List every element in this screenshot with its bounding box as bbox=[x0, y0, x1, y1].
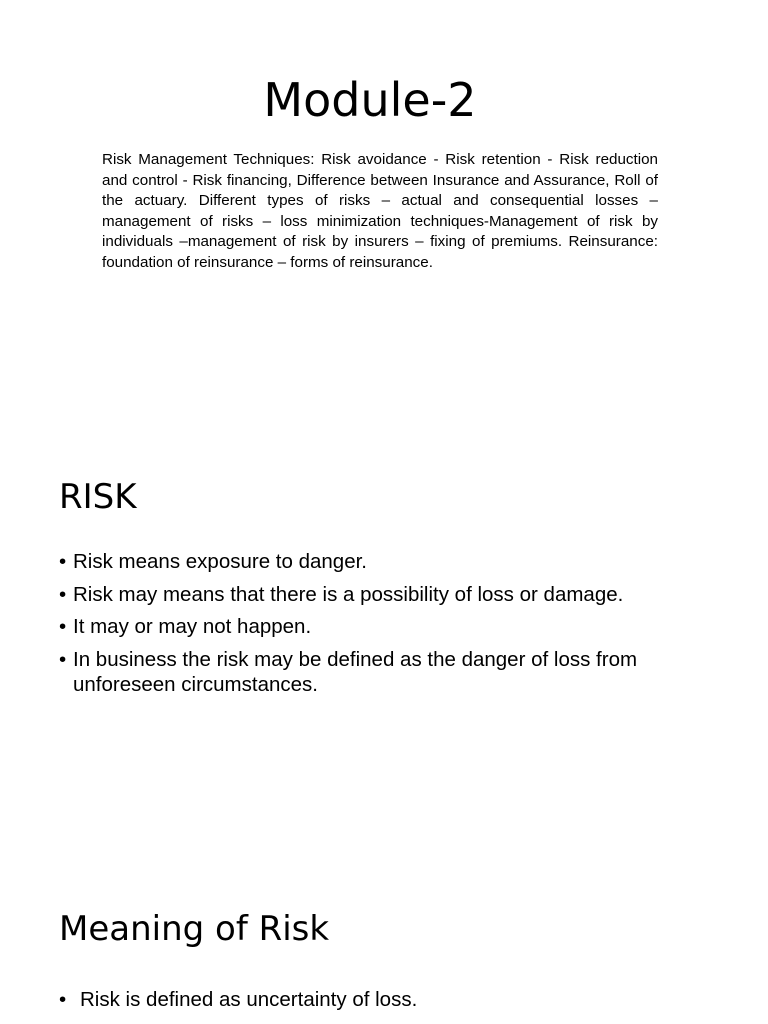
risk-heading: RISK bbox=[59, 477, 137, 517]
list-item bbox=[59, 582, 659, 607]
risk-bullet-list bbox=[59, 549, 659, 704]
bullet-icon: • bbox=[59, 647, 67, 671]
module-summary-text: Risk Management Techniques: Risk avoidance - Risk retention - Risk reduction and control - Risk financing, Difference between Insurance and Assurance, Roll of the actuary. Different types of risks – actual and consequential losses – management of risks – loss minimization techniques-Management of risk by individuals –management of risk by insurers – fixing of premiums. Reinsurance: foundation of reinsurance – forms of reinsurance. bbox=[102, 151, 658, 271]
slide-title: Module-2 bbox=[263, 73, 477, 127]
meaning-bullet-list bbox=[59, 987, 679, 1020]
bullet-icon: • bbox=[59, 988, 67, 1011]
bullet-text: In business the risk may be defined as the danger of loss from unforeseen circumstances. bbox=[73, 647, 638, 696]
list-item bbox=[59, 614, 659, 639]
bullet-icon: • bbox=[59, 615, 67, 638]
bullet-icon: • bbox=[59, 550, 67, 573]
bullet-text: Risk means exposure to danger. bbox=[73, 550, 367, 573]
bullet-text: It may or may not happen. bbox=[73, 615, 312, 638]
bullet-text: Risk is defined as uncertainty of loss. bbox=[80, 988, 418, 1011]
list-item bbox=[59, 549, 659, 574]
list-item bbox=[59, 987, 679, 1012]
bullet-text: Risk may means that there is a possibility of loss or damage. bbox=[73, 582, 624, 606]
list-item bbox=[59, 647, 659, 697]
meaning-of-risk-heading: Meaning of Risk bbox=[59, 909, 330, 949]
bullet-icon: • bbox=[59, 582, 67, 606]
